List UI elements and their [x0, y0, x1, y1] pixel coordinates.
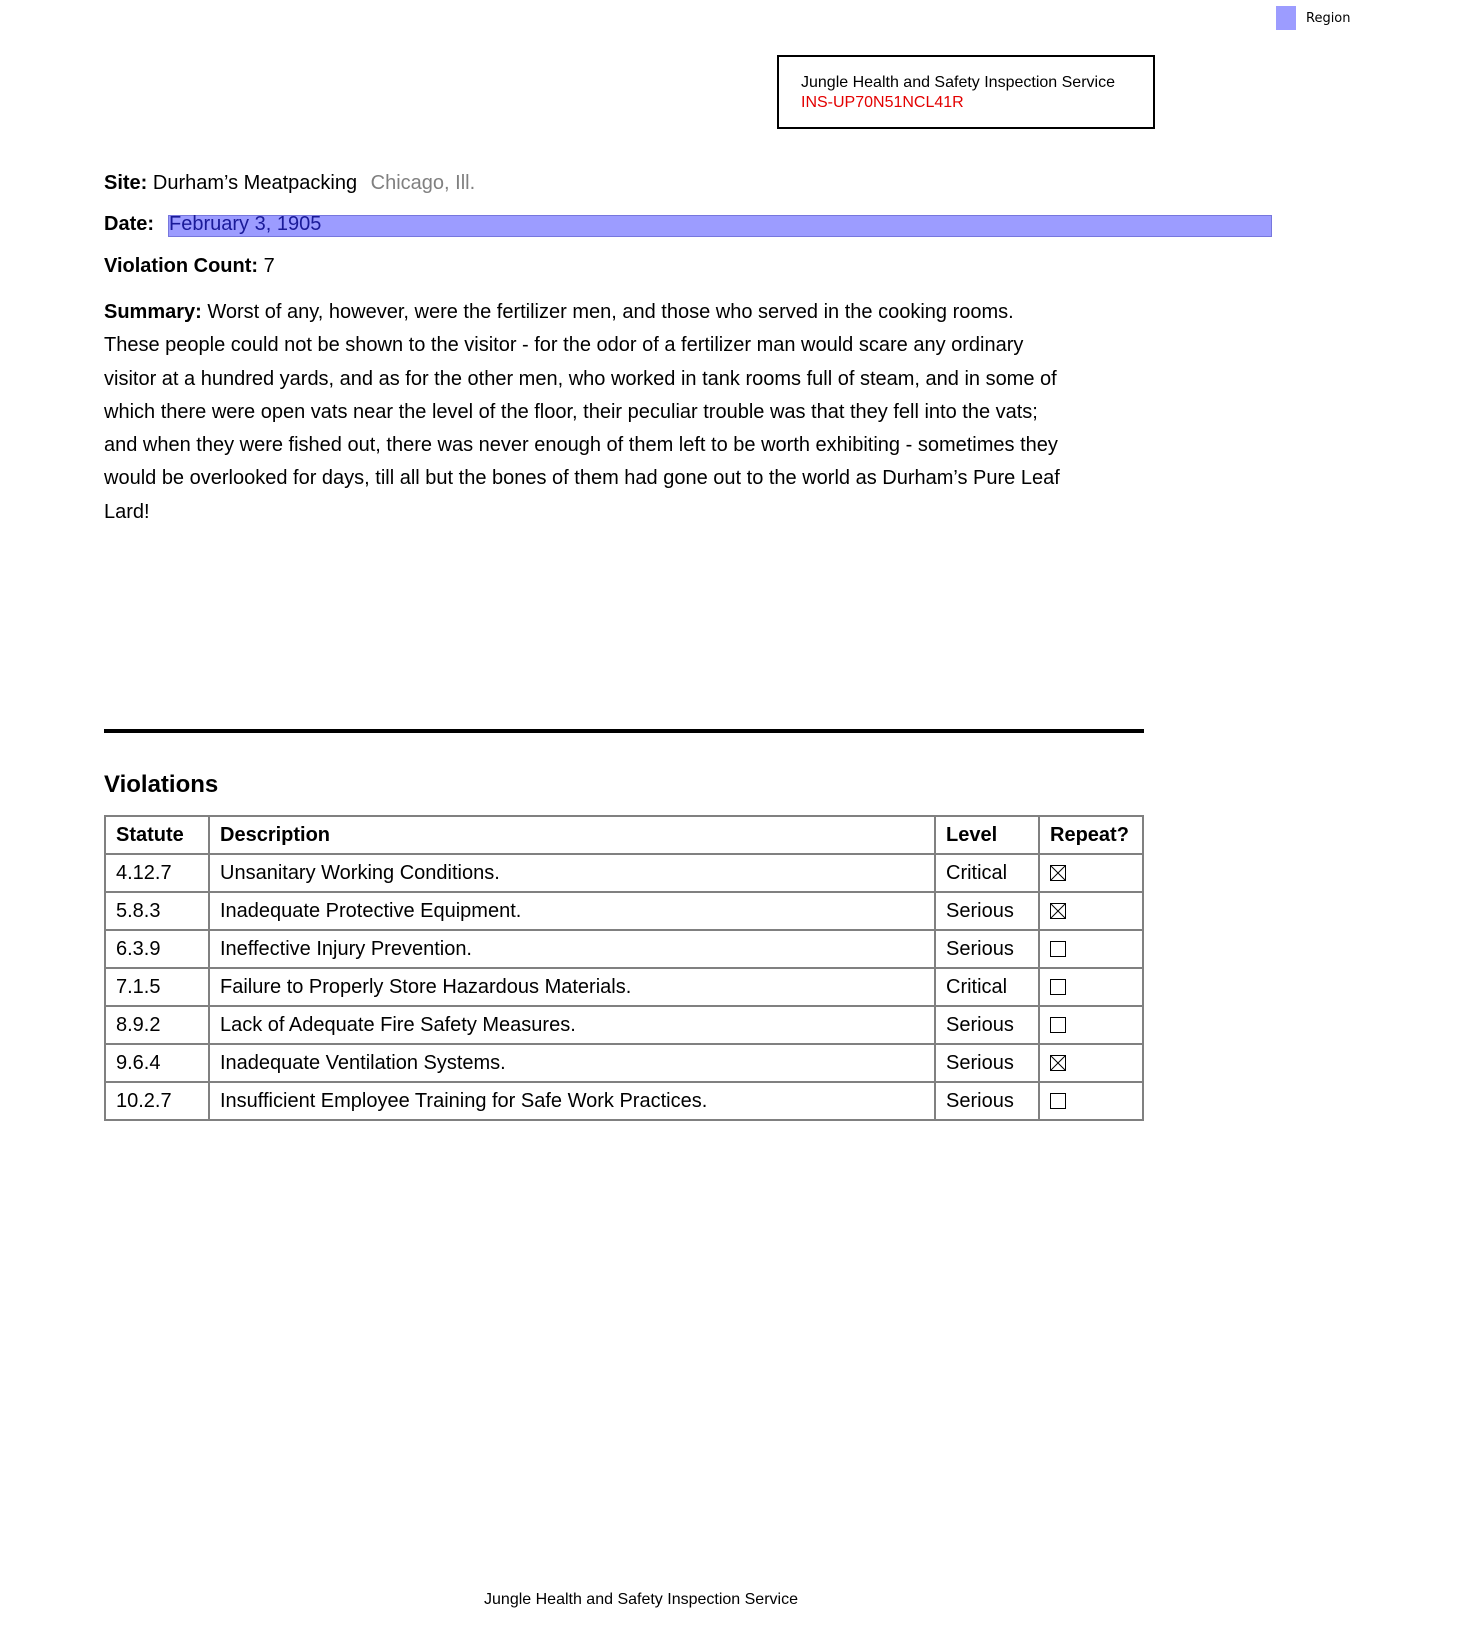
- level-cell: Critical: [935, 854, 1039, 892]
- checked-box-icon: [1050, 1052, 1066, 1074]
- column-header-description: Description: [209, 816, 935, 854]
- table-header-row: [105, 816, 1143, 854]
- unchecked-box-icon: [1050, 1090, 1066, 1112]
- repeat-cell: [1039, 930, 1143, 968]
- statute-cell: 5.8.3: [105, 892, 209, 930]
- region-swatch: [1276, 6, 1296, 30]
- level-cell: Serious: [935, 1006, 1039, 1044]
- description-cell: Insufficient Employee Training for Safe Work Practices.: [209, 1082, 935, 1120]
- description-cell: Unsanitary Working Conditions.: [209, 854, 935, 892]
- violation-count-field: [104, 255, 275, 278]
- date-field: [104, 213, 154, 236]
- summary-text: Worst of any, however, were the fertilizer men, and those who served in the cooking rooms. These people could not be shown to the visitor - for the odor of a fertilizer man would scare any ordinary visitor at a hundred yards, and as for the other men, who worked in tank rooms full of steam, and in some of which there were open vats near the level of the floor, their peculiar trouble was that they fell into the vats; and when they were fished out, there was never enough of them left to be worth exhibiting - sometimes they would be overlooked for days, till all but the bones of them had gone out to the world as Durham’s Pure Leaf Lard!: [104, 301, 1060, 523]
- column-header-level: Level: [935, 816, 1039, 854]
- level-cell: Serious: [935, 892, 1039, 930]
- violations-table: [104, 815, 1144, 1121]
- violations-title: Violations: [104, 771, 219, 798]
- unchecked-box-icon: [1050, 1014, 1066, 1036]
- statute-cell: 6.3.9: [105, 930, 209, 968]
- checked-box-icon: [1050, 900, 1066, 922]
- column-header-repeat: Repeat?: [1039, 816, 1143, 854]
- unchecked-box-icon: [1050, 938, 1066, 960]
- violations-table-body: [105, 854, 1143, 1120]
- unchecked-box-icon: [1050, 976, 1066, 998]
- table-row: [105, 892, 1143, 930]
- violation-count-label: Violation Count:: [104, 255, 259, 277]
- statute-cell: 4.12.7: [105, 854, 209, 892]
- date-region-highlight: [168, 215, 1272, 237]
- statute-cell: 8.9.2: [105, 1006, 209, 1044]
- summary-field: [104, 296, 1074, 529]
- date-value: February 3, 1905: [169, 213, 322, 235]
- table-row: [105, 1006, 1143, 1044]
- table-row: [105, 1044, 1143, 1082]
- inspection-id: INS-UP70N51NCL41R: [801, 94, 964, 111]
- statute-cell: 7.1.5: [105, 968, 209, 1006]
- site-label: Site:: [104, 172, 148, 194]
- region-legend: [1276, 6, 1351, 30]
- agency-header-box: [777, 55, 1155, 129]
- site-name: Durham’s Meatpacking: [152, 172, 358, 194]
- repeat-cell: [1039, 854, 1143, 892]
- description-cell: Inadequate Ventilation Systems.: [209, 1044, 935, 1082]
- description-cell: Lack of Adequate Fire Safety Measures.: [209, 1006, 935, 1044]
- description-cell: Ineffective Injury Prevention.: [209, 930, 935, 968]
- table-row: [105, 968, 1143, 1006]
- page-footer: Jungle Health and Safety Inspection Service: [484, 1591, 798, 1608]
- level-cell: Serious: [935, 1044, 1039, 1082]
- table-row: [105, 930, 1143, 968]
- agency-name: Jungle Health and Safety Inspection Service: [801, 74, 1115, 91]
- level-cell: Critical: [935, 968, 1039, 1006]
- repeat-cell: [1039, 892, 1143, 930]
- statute-cell: 10.2.7: [105, 1082, 209, 1120]
- description-cell: Inadequate Protective Equipment.: [209, 892, 935, 930]
- site-field: [104, 172, 475, 195]
- date-label: Date:: [104, 213, 155, 235]
- region-legend-label: Region: [1306, 10, 1351, 26]
- section-divider: [104, 729, 1144, 733]
- column-header-statute: Statute: [105, 816, 209, 854]
- summary-label: Summary:: [104, 301, 202, 323]
- table-row: [105, 854, 1143, 892]
- checked-box-icon: [1050, 862, 1066, 884]
- repeat-cell: [1039, 1006, 1143, 1044]
- level-cell: Serious: [935, 930, 1039, 968]
- repeat-cell: [1039, 1082, 1143, 1120]
- statute-cell: 9.6.4: [105, 1044, 209, 1082]
- description-cell: Failure to Properly Store Hazardous Materials.: [209, 968, 935, 1006]
- site-location: Chicago, Ill.: [370, 172, 476, 194]
- repeat-cell: [1039, 1044, 1143, 1082]
- repeat-cell: [1039, 968, 1143, 1006]
- level-cell: Serious: [935, 1082, 1039, 1120]
- table-row: [105, 1082, 1143, 1120]
- violation-count-value: 7: [263, 255, 275, 277]
